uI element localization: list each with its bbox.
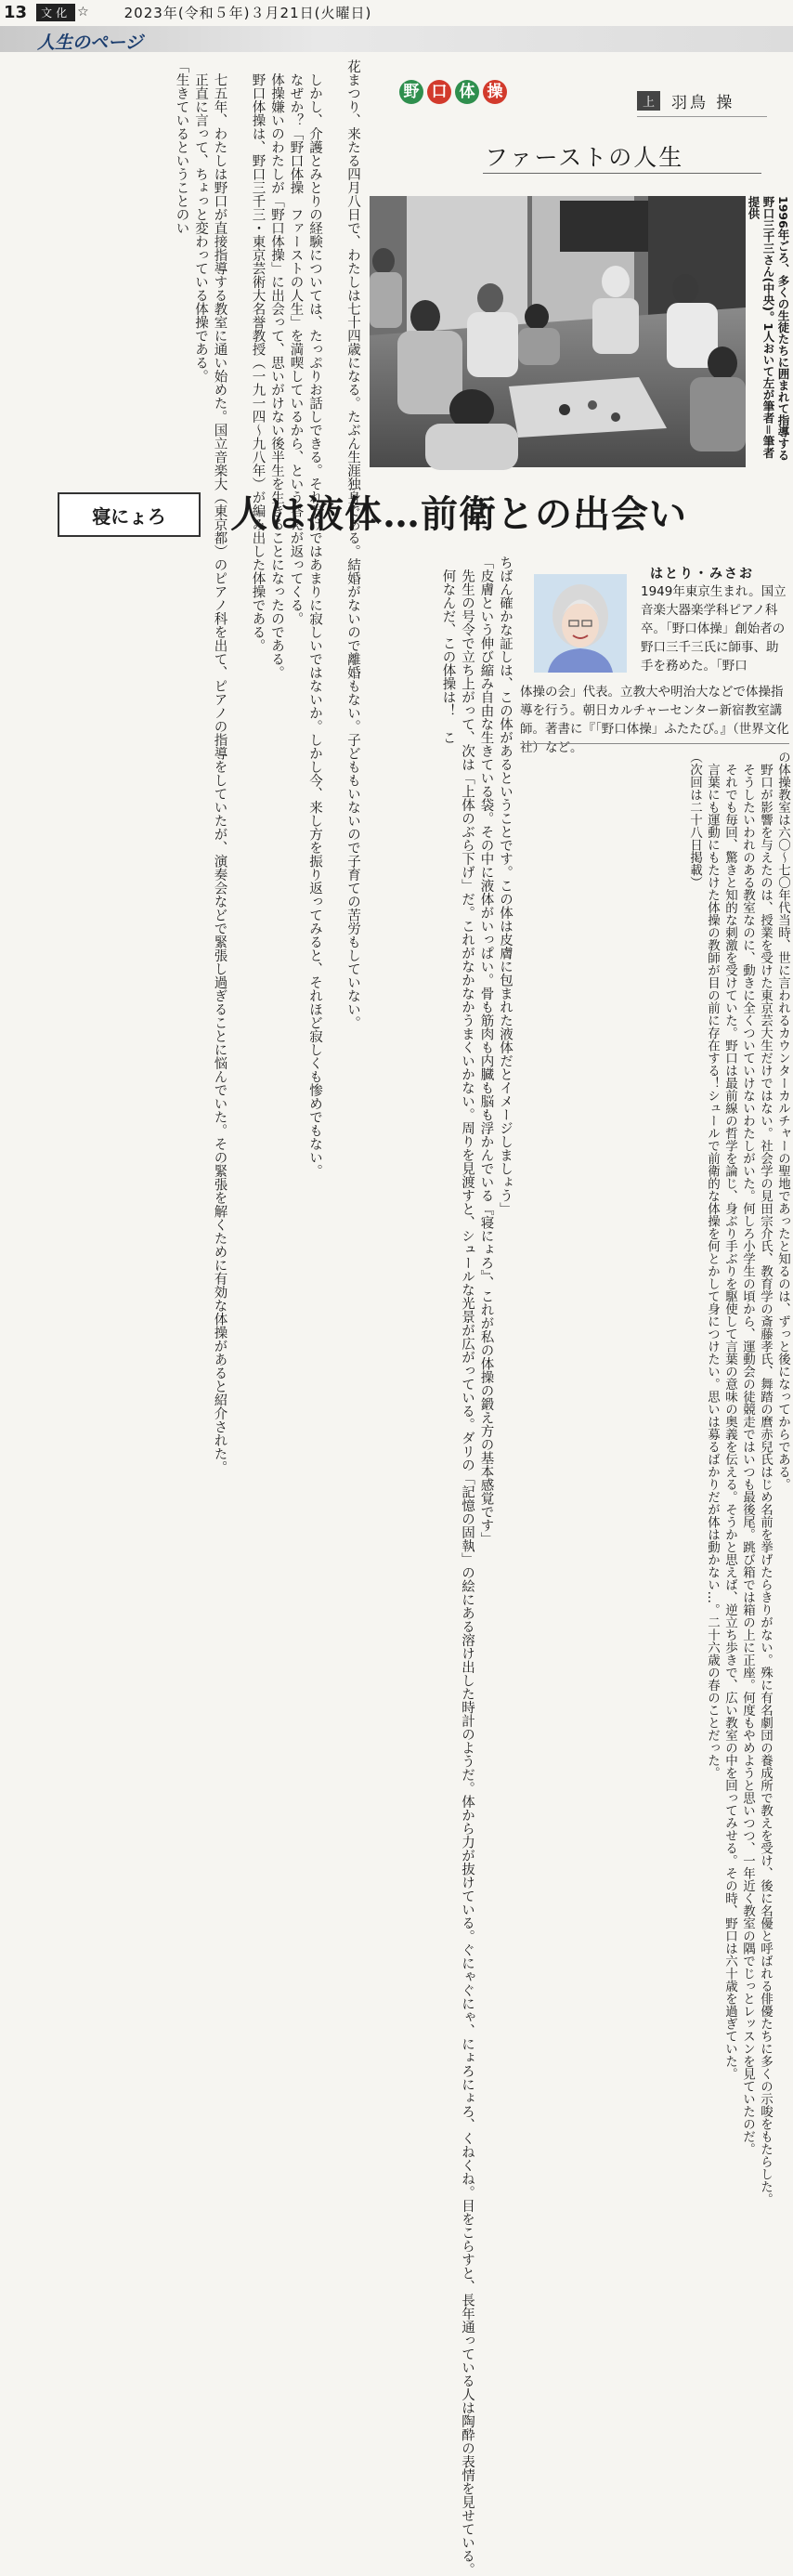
part-badge: 上: [637, 91, 660, 111]
series-char: 野: [399, 80, 423, 104]
section-band-title: 人生のページ: [37, 33, 143, 53]
section-label: 文化: [36, 4, 75, 21]
photo-caption: 1996年ごろ、多くの生徒たちに囲まれて指導する野口三千三さん(中央)。1人おいて左が筆者＝筆者提供: [747, 196, 790, 461]
series-char: 体: [455, 80, 479, 104]
article-top-text: 花まつり、来たる四月八日で、わたしは七十四歳になる。たぶん生涯独身である。結婚がないので離婚もない。子どももいないので子育ての苦労もしていない。 しかし、介護とみとりの経験については、たっぷりお話しできる。それだけではあまりに寂しいではないか。しかし今、来し方を振り返ってみると、それほど寂しくも惨めでもない。 なぜか？「野口体操 ファーストの人生」を満喫しているから、という答えが返ってくる。 体操嫌いのわたしが「野口体操」に出会って、思いがけない後半生を生きることになったのである。 野口体操は、野口三千三・東京芸術大名誉教授（一九一四～九八年）が編み出した体操である。 七五年、わたしは野口が直接指導する教室に通い始めた。国立音楽大（東京都）のピアノ科を出て、ピアノの指導をしていたが、演奏会などで緊張し過ぎることに悩んでいた。その緊張を解くために有効な体操があると紹介された。 正直に言って、ちょっと変わっている体操である。 「生きているということのい: [174, 59, 360, 1474]
byline: [637, 89, 767, 117]
star-icon: ☆: [77, 5, 89, 20]
divider: [483, 173, 761, 174]
class-photo: [370, 196, 746, 467]
profile-bio-continued: 体操の会」代表。立教大や明治大などで体操指導を行う。朝日カルチャーセンター新宿教室講師。著書に『「野口体操」ふたたび。』（世界文化社）など。: [520, 685, 789, 755]
issue-date: 2023年(令和５年)３月21日(火曜日): [124, 4, 372, 21]
page-number: 13: [4, 2, 28, 22]
profile-bio: 1949年東京生まれ。国立音楽大器楽学科ピアノ科卒。「野口体操」創始者の野口三千三氏に師事、助手を務めた。「野口: [641, 584, 786, 673]
article-bottom-right-text: の体操教室は六〇～七〇年代当時、世に言われるカウンターカルチャーの聖地であったと知るのは、ずっと後になってからである。 野口が影響を与えたのは、授業を受けた東京芸大生だけではない。社会学の見田宗介氏、教育学の斎藤孝氏、舞踏の麿赤兒氏はじめ名前を挙げたらきりがない。殊に有名劇団の養成所で教えを受け、後に名優と呼ばれる俳優たちに多くの示唆をもたらした。 そうしたいわれのある教室なのに、動きに全くついていけないわたしがいた。何しろ小学生の頃から、運動会の徒競走ではいつも最後尾。跳び箱では箱の上に正座。何度もやめようと思いつつ、一年近く教室の隅でじっとレッスンを見ていたのだ。 それでも毎回、驚きと知的な刺激を受けていた。野口は最前線の哲学を論じ、身ぶり手ぶりを駆使して言葉の意味の奥義を伝える。そうかと思えば、逆立ち歩きで、広い教室の中を回ってみせる。その時、野口は六十歳を過ぎていた。 言葉にも運動にもたけた体操の教師が目の前に存在する！シュールで前衛的な体操を何とかして身につけたい。思いは募るばかりだが体は動かない…。二十六歳の春のことだった。 （次回は二十八日掲載）: [687, 751, 790, 2205]
keyword-box: 寝にょろ: [58, 492, 201, 537]
article-bottom-left-text: ちばん確かな証しは、この体があるということです。この体は皮膚に包まれた液体だとイメージしましょう」 「皮膚という伸び縮み自由な生きている袋。その中に液体がいっぱい。骨も筋肉も内臓も脳も浮かんでいる『寝にょろ』、これが私の体操の鍛え方の基本感覚です」 先生の号令で立ち上がって、次は「上体のぶら下げ」だ。これがなかなかうまくいかない。周りを見渡すと、シュールな光景が広がっている。ダリの「記憶の固執」の絵にある溶け出した時計のようだ。体から力が抜けている。ぐにゃぐにゃ、にょろにょろ、くねくね。目をこらすと、長年通っている人は陶酔の表情を見せている。 何なんだ、この体操は！ こ: [440, 556, 513, 2576]
series-char: 口: [427, 80, 451, 104]
article-title: ファーストの人生: [485, 144, 684, 171]
page-header: [0, 0, 793, 24]
headline: 人は液体…前衛との出会い: [230, 492, 687, 536]
author-name: 羽鳥 操: [671, 94, 735, 112]
series-logo: [399, 80, 507, 104]
divider: [520, 743, 789, 744]
profile-name: はとり・みさお: [650, 567, 754, 582]
author-portrait: [534, 574, 627, 673]
series-char: 操: [483, 80, 507, 104]
